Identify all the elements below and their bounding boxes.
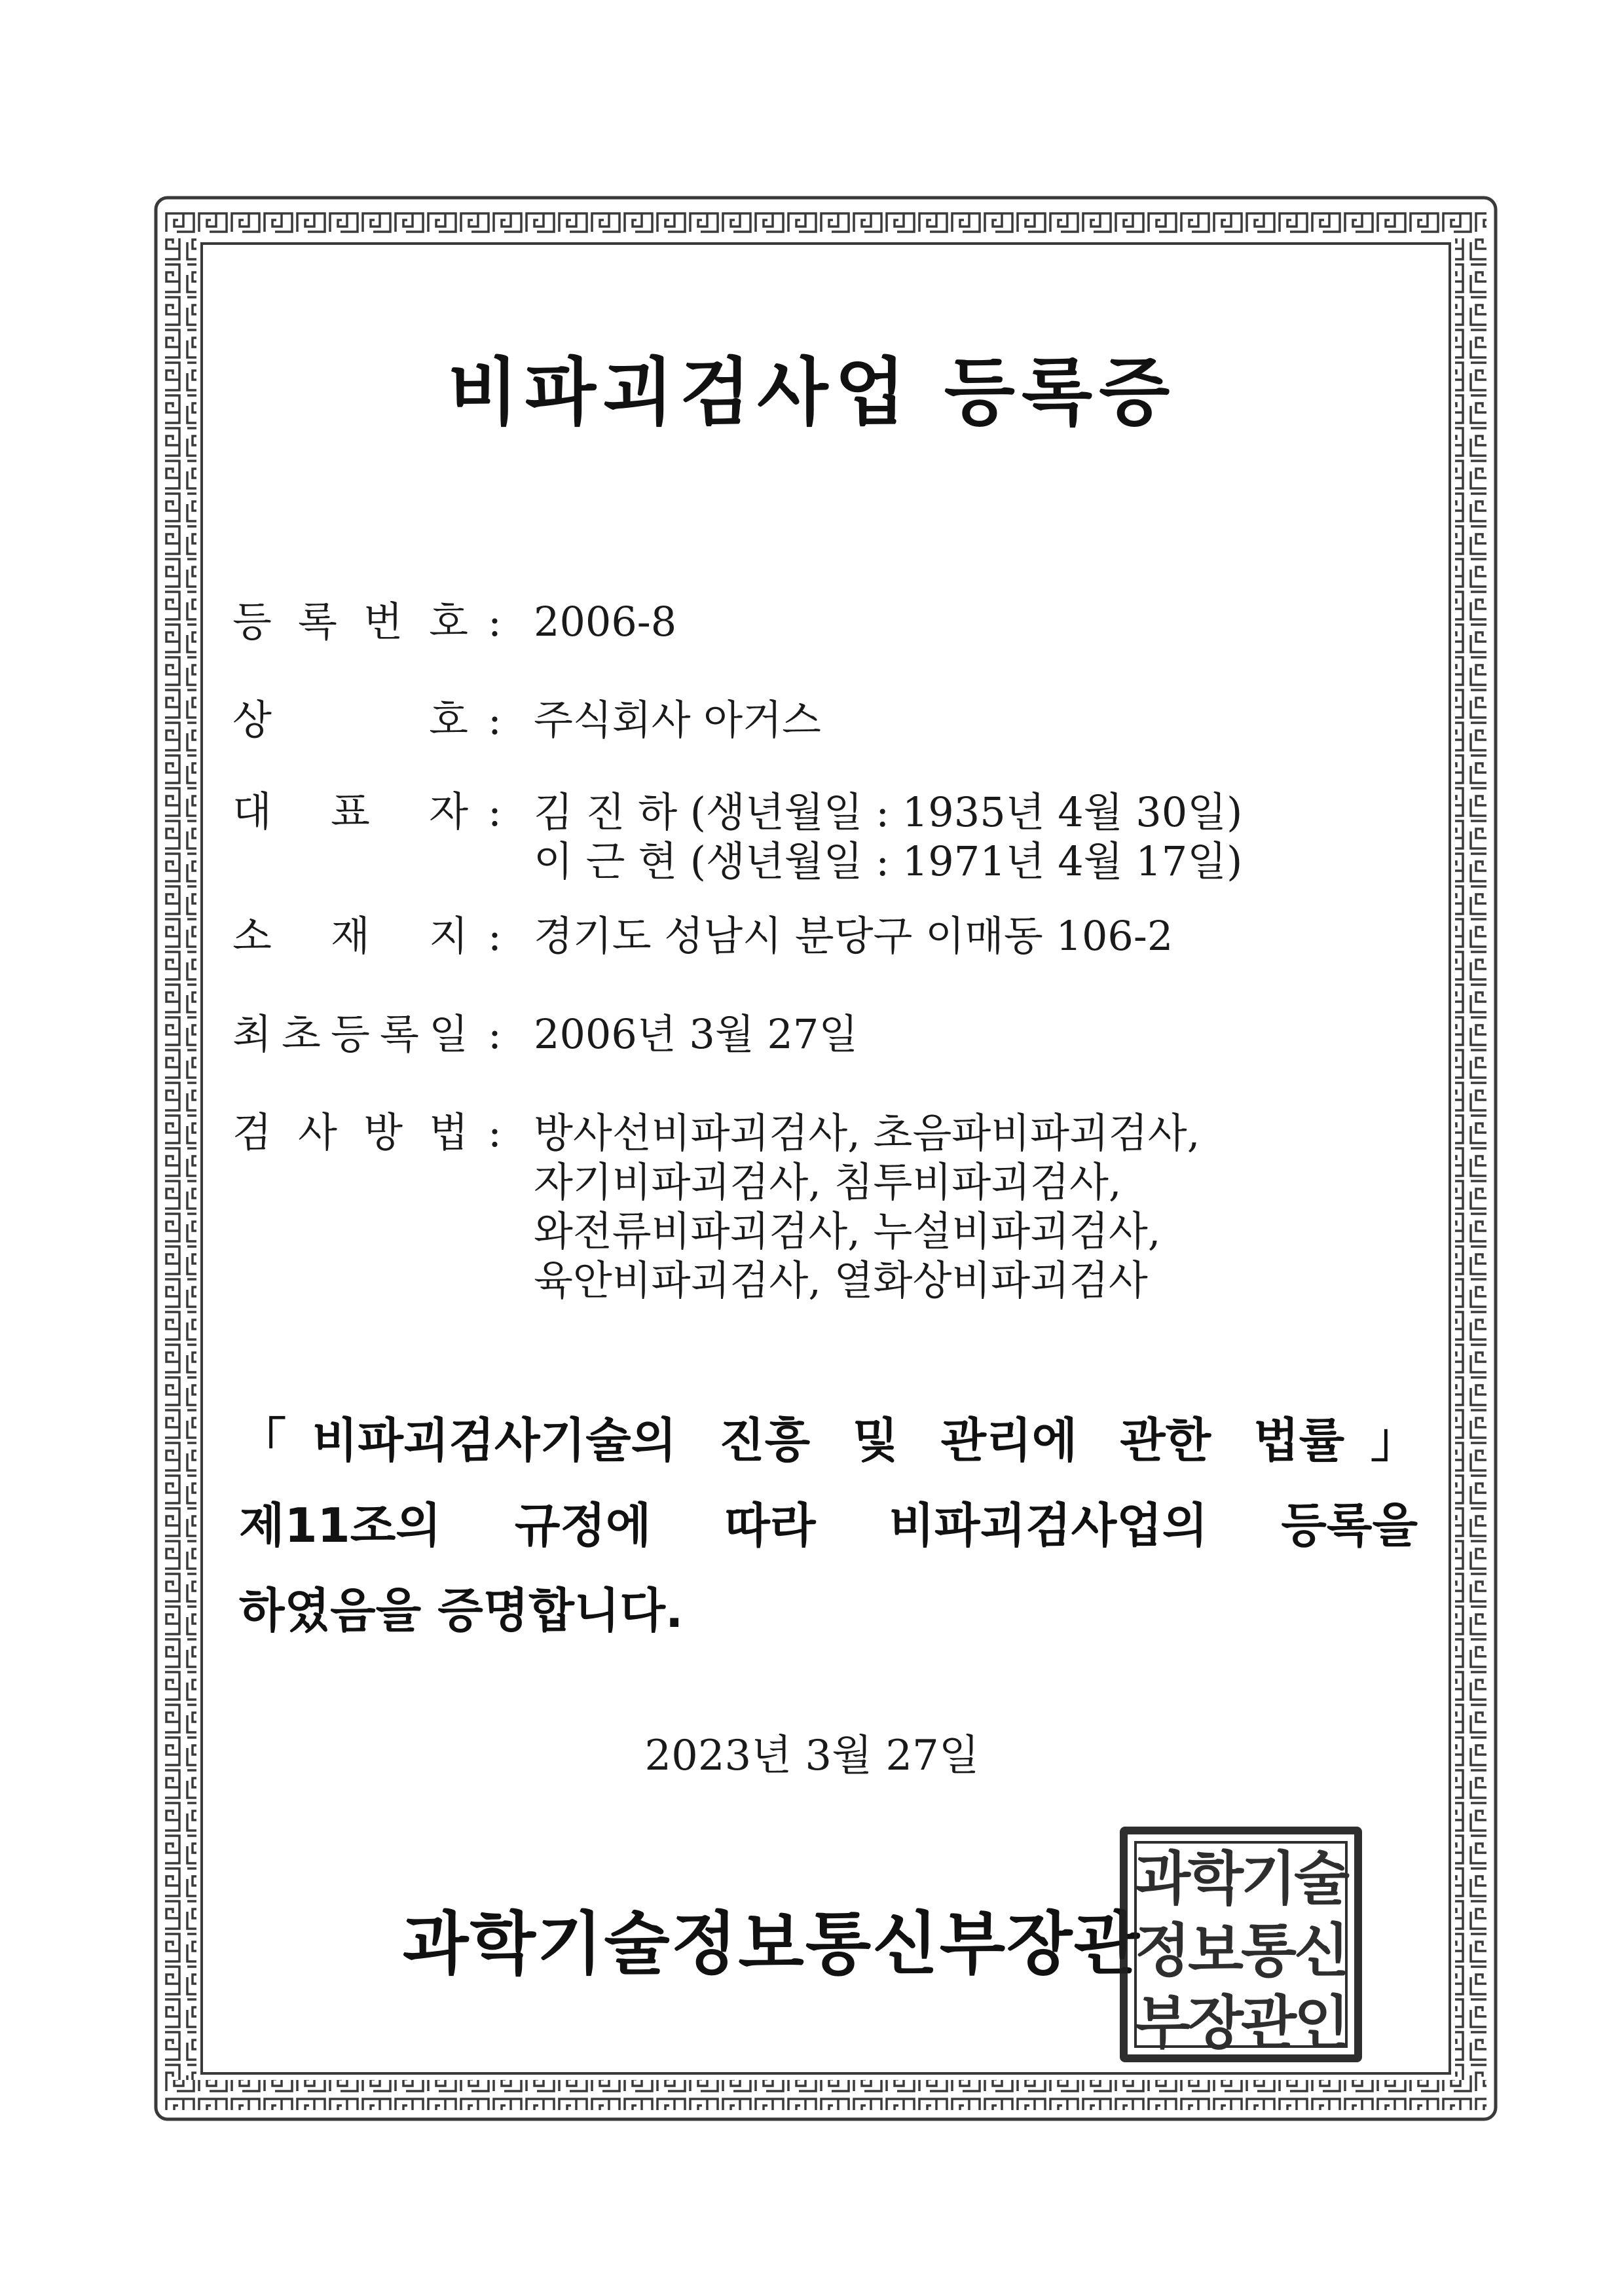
field-label — [232, 907, 468, 966]
field-value-line: 이 근 현 (생년월일 : 1971년 4월 17일) — [534, 837, 1243, 885]
field-value-line: 방사선비파괴검사, 초음파비파괴검사, — [534, 1109, 1200, 1157]
field-colon: : — [488, 912, 502, 960]
field-label-char: 일 — [429, 1010, 468, 1058]
field-label — [232, 1103, 468, 1162]
field-label-char: 방 — [363, 1108, 403, 1156]
field-value-line: 주식회사 아거스 — [534, 696, 821, 744]
official-seal-stamp — [1120, 1827, 1362, 2062]
field-value-line: 육안비파괴검사, 열화상비파괴검사 — [534, 1256, 1148, 1304]
field-value-line: 김 진 하 (생년월일 : 1935년 4월 30일) — [534, 788, 1243, 836]
seal-text-line: 과학기술 — [1134, 1845, 1348, 1912]
field-colon: : — [488, 1108, 502, 1156]
field-value — [534, 907, 1173, 966]
field-value-line: 자기비파괴검사, 침투비파괴검사, — [534, 1158, 1122, 1206]
field-label — [232, 592, 468, 651]
field-value — [534, 788, 1242, 886]
issuer-name: 과학기술정보통신부장관 — [403, 1903, 1141, 1984]
statement-line: 「비파괴검사기술의 진흥 및 관리에 관한 법률」 — [239, 1413, 1418, 1468]
certificate-title: 비파괴검사업 등록증 — [447, 350, 1177, 435]
field-label-char: 록 — [380, 1010, 419, 1058]
field-label — [232, 691, 468, 750]
field-label-char: 소 — [232, 912, 272, 960]
field-label-char: 대 — [232, 788, 272, 835]
field-label — [232, 782, 468, 841]
statement-line: 하였음을 증명합니다. — [239, 1583, 684, 1638]
field-value-line: 2006-8 — [534, 598, 677, 646]
field-label-char: 등 — [232, 598, 272, 646]
field-value-line: 2006년 3월 27일 — [534, 1010, 858, 1058]
field-value-line: 경기도 성남시 분당구 이매동 106-2 — [534, 912, 1173, 960]
field-label-char: 초 — [282, 1010, 321, 1058]
field-label-char: 지 — [429, 912, 468, 960]
issue-date: 2023년 3월 27일 — [644, 1732, 980, 1780]
statement-line: 제11조의 규정에 따라 비파괴검사업의 등록을 — [239, 1498, 1418, 1553]
field-label-char: 호 — [429, 696, 468, 744]
field-value — [534, 1005, 858, 1064]
certification-statement — [239, 1398, 1418, 1653]
field-label-char: 번 — [363, 598, 403, 646]
field-colon: : — [488, 598, 502, 646]
field-value — [534, 592, 676, 651]
field-label-char: 자 — [429, 788, 468, 835]
field-label — [232, 1005, 468, 1064]
field-value — [534, 691, 821, 750]
field-label-char: 록 — [298, 598, 337, 646]
field-label-char: 법 — [429, 1108, 468, 1156]
field-label-char: 등 — [331, 1010, 370, 1058]
field-label-char: 표 — [331, 788, 370, 835]
field-label-char: 검 — [232, 1108, 272, 1156]
field-colon: : — [488, 1010, 502, 1058]
seal-text-line: 정보통신 — [1134, 1917, 1348, 1984]
field-value-line: 와전류비파괴검사, 누설비파괴검사, — [534, 1207, 1161, 1255]
field-colon: : — [488, 788, 502, 835]
seal-text-line: 부장관인 — [1134, 1989, 1348, 2056]
field-value — [534, 1108, 1200, 1305]
field-label-char: 호 — [429, 598, 468, 646]
field-label-char: 사 — [298, 1108, 337, 1156]
field-label-char: 재 — [331, 912, 370, 960]
field-label-char: 최 — [232, 1010, 272, 1058]
field-label-char: 상 — [232, 696, 272, 744]
field-colon: : — [488, 696, 502, 744]
